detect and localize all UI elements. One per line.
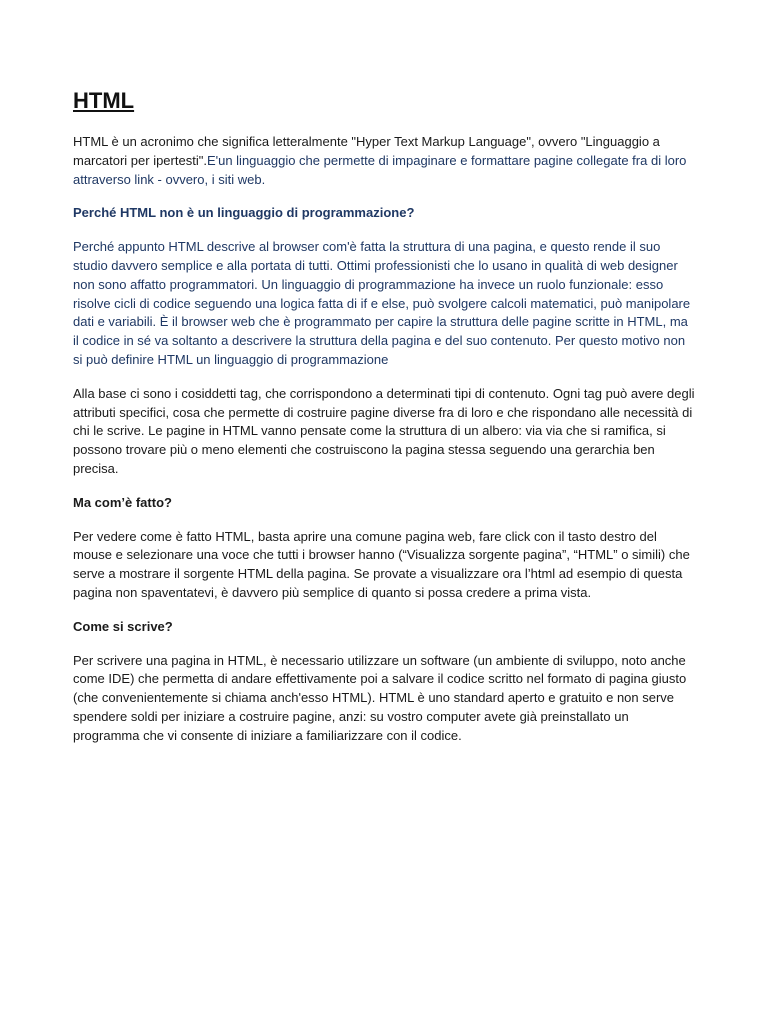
paragraph-how-write: Per scrivere una pagina in HTML, è necessario utilizzare un software (un ambiente di sviluppo, noto anche come IDE) che permetta di andare effettivamente poi a salvare il codice scritto nel formato di pagina giusto (che convenientemente si chiama anch'esso HTML). HTML è uno standard aperto e gratuito e non serve spendere soldi per iniziare a costruire pagine, anzi: su vostro computer avete già preinstallato un programma che vi consente di iniziare a familiarizzare con il codice. <box>73 652 687 743</box>
section-heading-not-programming: Perché HTML non è un linguaggio di programmazione? <box>73 205 415 221</box>
paragraph-tags: Alla base ci sono i cosiddetti tag, che corrispondono a determinati tipi di contenuto. Ogni tag può avere degli attributi specifici, cosa che permette di costruire pagine diverse fra di loro e che rispondano alle necessità di chi le scrive. Le pagine in HTML vanno pensate come la struttura di un albero: via via che si ramifica, si possono trovare più o meno elementi che costruiscono la pagina stessa seguendo una gerarchia ben precisa. <box>73 385 695 476</box>
intro-text-part-2: E'un linguaggio che permette di impaginare e formattare pagine collegate fra di loro attraverso link - ovvero, i siti web. <box>73 152 687 187</box>
document-page <box>73 86 695 761</box>
paragraph-how-made: Per vedere come è fatto HTML, basta aprire una comune pagina web, fare click con il tasto destro del mouse e selezionare una voce che tutti i browser hanno (“Visualizza sorgente pagina”, “HTML” o simili) che serve a mostrare il sorgente HTML della pagina. Se provate a visualizzare ora l’html ad esempio di questa pagina non spaventatevi, è davvero più semplice di quanto si possa credere a prima vista. <box>73 528 690 600</box>
section-heading-how-write: Come si scrive? <box>73 618 173 634</box>
intro-text-part-1: HTML è un acronimo che significa letteralmente "Hyper Text Markup Language", ovvero "Linguaggio a marcatori per ipertesti". <box>73 134 660 168</box>
document-title: HTML <box>73 88 135 113</box>
section-heading-how-made: Ma com’è fatto? <box>73 494 172 510</box>
paragraph-not-programming: Perché appunto HTML descrive al browser com'è fatta la struttura di una pagina, e questo rende il suo studio davvero semplice e alla portata di tutti. Ottimi professionisti che lo usano in qualità di web designer non sono affatto programmatori. Un linguaggio di programmazione ha invece un ruolo funzionale: esso risolve cicli di codice seguendo una logica fatta di if e else, può svolgere calcoli matematici, può manipolare dati e variabili. È il browser web che è programmato per capire la struttura delle pagine scritte in HTML, ma il codice in sé va soltanto a descrivere la struttura della pagina e del suo contenuto. Per questo motivo non si può definire HTML un linguaggio di programmazione <box>73 239 691 367</box>
intro-paragraph <box>73 133 695 189</box>
